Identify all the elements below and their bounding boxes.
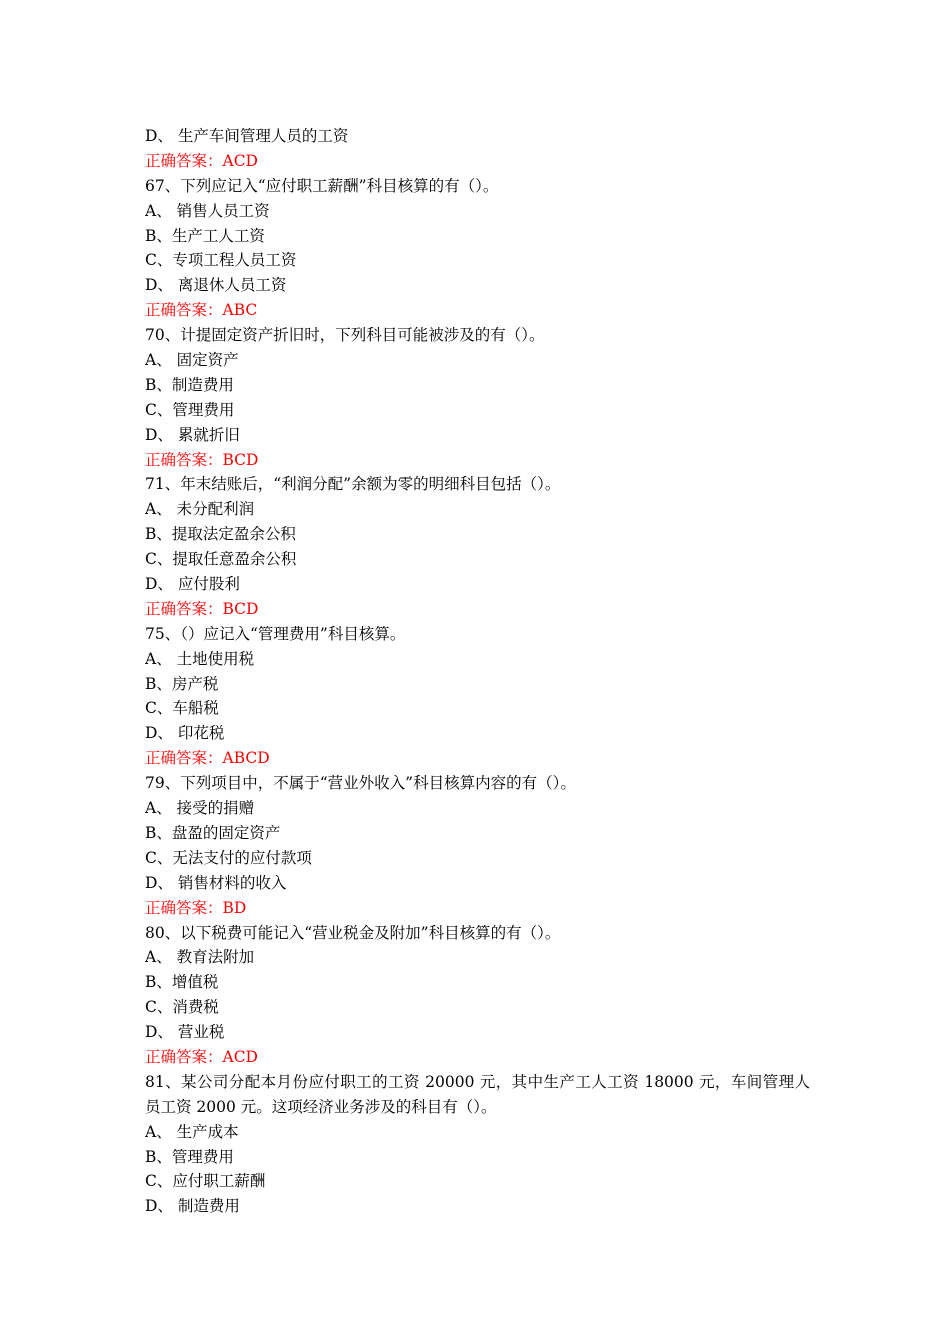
option-line: C、提取任意盈余公积 [145, 550, 297, 569]
option-line: D、 销售材料的收入 [145, 873, 287, 892]
option-line: B、制造费用 [145, 375, 234, 394]
answer-line: 正确答案：BD [145, 898, 247, 917]
question-line: 79、下列项目中，不属于“营业外收入”科目核算内容的有（）。 [145, 774, 576, 793]
option-line: A、 生产成本 [145, 1122, 239, 1141]
answer-line: 正确答案：BCD [145, 450, 259, 469]
option-line: B、管理费用 [145, 1147, 234, 1166]
option-line: C、消费税 [145, 998, 219, 1017]
answer-line: 正确答案：ABC [145, 301, 258, 320]
option-line: C、车船税 [145, 699, 219, 718]
answer-line: 正确答案：ABCD [145, 749, 270, 768]
option-line: B、盘盈的固定资产 [145, 823, 281, 842]
option-line: B、增值税 [145, 973, 219, 992]
question-line: 71、年末结账后，“利润分配”余额为零的明细科目包括（）。 [145, 475, 561, 494]
option-line: D、 应付股利 [145, 575, 240, 594]
option-line: C、无法支付的应付款项 [145, 848, 312, 867]
option-line: B、提取法定盈余公积 [145, 525, 296, 544]
option-line: B、房产税 [145, 674, 219, 693]
question-line: 70、计提固定资产折旧时，下列科目可能被涉及的有（）。 [145, 326, 545, 345]
question-line: 80、以下税费可能记入“营业税金及附加”科目核算的有（）。 [145, 923, 561, 942]
answer-line: 正确答案：ACD [145, 1047, 258, 1066]
answer-line: 正确答案：BCD [145, 599, 259, 618]
option-line: C、管理费用 [145, 400, 235, 419]
document-page [145, 124, 810, 1219]
question-line: 67、下列应记入“应付职工薪酬”科目核算的有（）。 [145, 176, 499, 195]
question-line: 81、某公司分配本月份应付职工的工资 20000 元，其中生产工人工资 18000 元，车间管理人员工资 2000 元。这项经济业务涉及的科目有（）。 [145, 1072, 810, 1116]
option-line: A、 教育法附加 [145, 948, 255, 967]
option-line: D、 生产车间管理人员的工资 [145, 127, 349, 145]
question-line: 75、（）应记入“管理费用”科目核算。 [145, 624, 406, 643]
option-line: D、 印花税 [145, 724, 225, 743]
option-line: A、 土地使用税 [145, 649, 255, 668]
option-line: D、 制造费用 [145, 1197, 240, 1216]
option-line: D、 离退休人员工资 [145, 276, 287, 295]
option-line: A、 销售人员工资 [145, 201, 270, 220]
option-line: C、应付职工薪酬 [145, 1172, 266, 1191]
option-line: C、专项工程人员工资 [145, 251, 297, 270]
option-line: A、 固定资产 [145, 351, 239, 370]
option-line: D、 营业税 [145, 1023, 225, 1042]
option-line: A、 未分配利润 [145, 500, 255, 519]
answer-line: 正确答案：ACD [145, 151, 258, 170]
option-line: D、 累就折旧 [145, 425, 240, 444]
option-line: A、 接受的捐赠 [145, 799, 255, 818]
option-line: B、生产工人工资 [145, 226, 265, 245]
